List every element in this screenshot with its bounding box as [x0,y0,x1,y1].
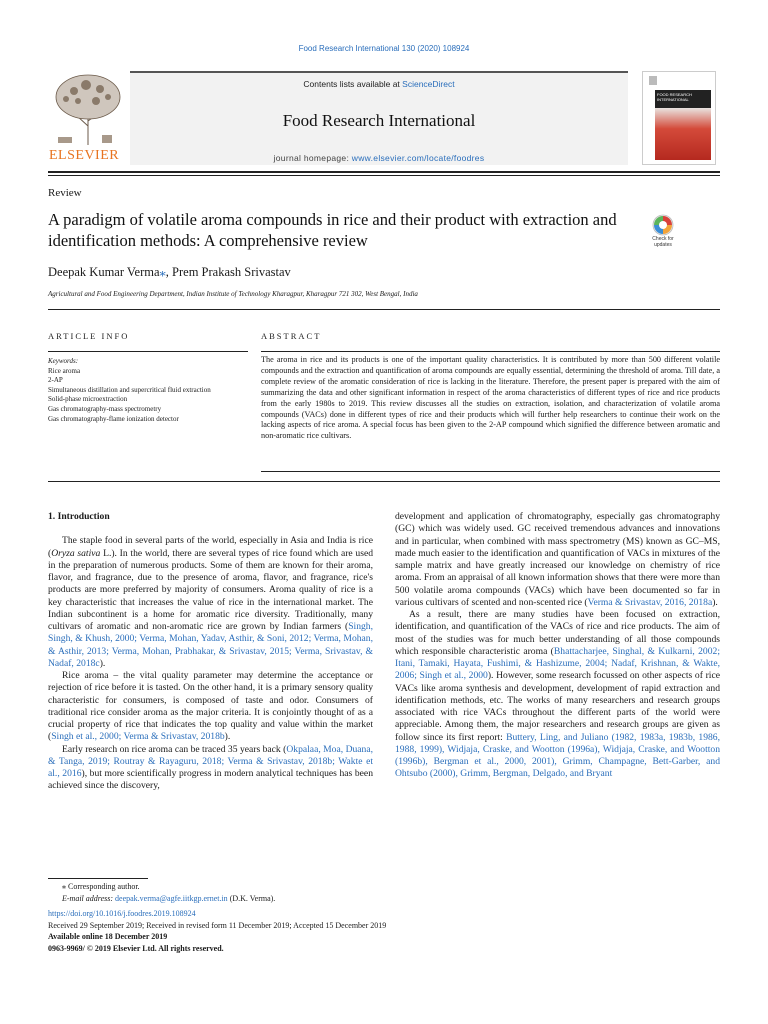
cover-mini-logo [649,76,709,86]
body-column-right [395,511,720,781]
journal-title: Food Research International [282,111,476,130]
paragraph-text: Rice aroma – the vital quality parameter may determine the acceptance or rejection of rice before it is tasted. On the other hand, it is a primary sensory quality characteristic for consumers, is composed of taste and odor. Consumers of traditional rice consider aroma as the major criteria. It is conjointly thought of as a crucial property of rice that indicates the top quality and value within the market ( [48,670,373,743]
footnote-text: Corresponding author. [66,882,140,891]
citation-link[interactable]: Bhattacharjee, Singhal, & Kulkarni, 2002; Itani, Tamaki, Hayata, Fushimi, & Hashizume, 2004; Nadaf, Krishnan, & Wakte, 2006; Singh et al., 2000 [395,645,720,682]
footnote-text: (D.K. Verma). [227,893,276,903]
footnote-divider [48,878,148,879]
masthead [48,71,720,171]
corresponding-author-mark[interactable]: ⁎ [159,265,166,279]
citation-link[interactable]: Singh, Singh, & Khush, 2000; Verma, Mohan, Yadav, Asthir, & Soni, 2012; Verma, Mohan, & Asthir, 2013; Verma, Mohan, Prabhakar, & Srivastav, 2015; Verma, Srivastav, & Nadaf, 2018c [48,621,373,669]
email-label: E-mail address: [62,893,116,903]
divider [48,351,248,352]
paragraph-text: The staple food in several parts of the world, especially in Asia and India is rice ( [48,535,373,559]
citation-link[interactable]: Buttery, Ling, and Juliano (1982, 1983a, 1983b, 1986, 1988, 1999), Widjaja, Craske, and Wootton (1996a), Widjaja, Craske, and Wootton (1996b), Bergman et al., 2000, 2001), Grimm, Champagne, Bett-Garber, and Ohtsubo (2000), Grimm, Bergman, Delgado, and Bryant [395,731,720,780]
elsevier-wordmark: ELSEVIER [49,148,120,163]
footnote-mark: ⁎ [62,882,66,891]
paragraph [395,609,720,781]
corresponding-author-note [48,881,720,893]
paragraph-text: development and application of chromatography, especially gas chromatography (GC) which was widely used. GC received tremendous advances and innovations and in particular, when combined with mass spectrometry (MS) known as GC–MS, made much easier to the identification and quantification of VACs in mixtures of the sample matrix and have greatly increased our knowledge on chemistry of rice aroma. From an appraisal of all known information shows that there were more than 500 volatile aroma compounds (VACs) which have been documented so far in various cultivars of scented and non-scented rice ( [395,511,720,608]
email-note [48,893,720,905]
paragraph-text: L.). In the world, there are several types of rice found which are used in the preparation of numerous products. Some of them are known for their aroma, flavor, and fragrance, due to the presence of aroma, flavor, and fragrance, rice's products are more preferred by majority of consumers. Aroma quality of rice is a key characteristic that increases the value of rice in the international market. The Indian subcontinent is a home for aromatic rice diversity. Traditionally, many cultivars of aromatic and non-aromatic rice are grown by Indian farmers ( [48,547,374,632]
crossmark-label: Check for updates [652,236,674,248]
paragraph [48,535,373,670]
crossmark-badge[interactable] [645,214,681,254]
elsevier-tree-logo [48,71,128,163]
section-heading-introduction: 1. Introduction [48,511,110,522]
citation-link[interactable]: Okpalaa, Moa, Duana, & Tanga, 2019; Routray & Rayaguru, 2018; Verma & Srivastav, 2018b; Wakte et al., 2016 [48,743,374,779]
available-online: Available online 18 December 2019 [48,932,168,942]
contents-prefix: Contents lists available at [303,79,403,89]
paragraph-text: Early research on rice aroma can be traced 35 years back ( [62,743,287,755]
sciencedirect-link[interactable]: ScienceDirect [402,79,455,89]
keywords-title: Keywords: [48,357,79,365]
paragraph-text: ). [712,596,718,608]
paragraph-text: ). However, some research focussed on other aspects of rice VACs like aroma synthesis and development, development of rapid extraction and identification methods, etc. The works of many researchers and research groups associated with rice VACs throughout the different parts of the world were appreciable. Among them, the major researchers and research groups are given as follow since its first report: [395,670,720,743]
author-list [48,264,291,280]
divider [261,351,720,352]
paragraph-text: ), but more scientifically progress in modern analytical techniques has been achieved since the discovery, [48,768,373,792]
species-name: Oryza sativa [51,547,101,559]
journal-reference[interactable]: Food Research International 130 (2020) 108924 [298,44,470,53]
author-separator: , [165,265,173,279]
author-name: Deepak Kumar Verma [48,265,160,279]
paragraph-text: ). [99,657,106,669]
contents-line [130,79,628,89]
keywords-block [48,357,248,424]
footnotes [48,881,720,955]
journal-banner [130,71,628,165]
divider [48,481,720,482]
copyright: 0963-9969/ © 2019 Elsevier Ltd. All rights reserved. [48,943,224,953]
divider [261,471,720,472]
received-dates: Received 29 September 2019; Received in revised form 11 December 2019; Accepted 15 December 2019 [48,920,387,930]
doi-link[interactable]: https://doi.org/10.1016/j.foodres.2019.108924 [48,909,196,919]
homepage-link[interactable]: www.elsevier.com/locate/foodres [351,153,485,163]
email-link[interactable]: deepak.verma@agfe.iitkgp.ernet.in [115,893,228,903]
cover-image [655,108,711,160]
paragraph [395,511,720,609]
keyword-item: Solid-phase microextraction [48,395,128,404]
divider [48,171,720,173]
body-column-left [48,511,373,793]
author-name: Prem Prakash Srivastav [172,265,291,279]
divider [48,309,720,310]
article-info-heading: ARTICLE INFO [48,331,130,341]
cover-title-band: FOOD RESEARCH INTERNATIONAL [655,90,711,108]
abstract-heading: ABSTRACT [261,331,322,341]
paragraph-text: As a result, there are many studies have been focused on extraction, identification, and quantification of the VACs of rice and rice products. The aim of most of the studies was for much better understanding of all those compounds which responsible characteristic aroma ( [395,609,720,657]
article-title: A paradigm of volatile aroma compounds in rice and their product with extraction and identification methods: A comprehensive review [48,210,617,250]
keyword-item: Gas chromatography-mass spectrometry [48,404,162,413]
article-type: Review [48,187,82,199]
keyword-item: Gas chromatography-flame ionization detector [48,414,179,423]
affiliation: Agricultural and Food Engineering Department, Indian Institute of Technology Kharagpur, Kharagpur 721 302, West Bengal, India [48,290,418,298]
keyword-item: Rice aroma [48,366,81,375]
citation-link[interactable]: Singh et al., 2000; Verma & Srivastav, 2018b [51,731,225,743]
paragraph [48,670,373,744]
journal-cover-thumbnail[interactable] [642,71,716,165]
abstract-text: The aroma in rice and its products is one of the important quality characteristics. It is contributed by more than 500 different volatile compounds and the extraction and quantification of aroma compounds are equally essential, determining the threshold of aroma. Till date, a complete review of the aromatic consideration of rice is lacking in the literature. Therefore, the present paper is prepared with the aim of summarizing the data and other significant information in respect of the aroma characteristics of different types of rice and rice products from the early 1980s to 2019. This review discusses all the studies on extraction, isolation, and characterization of volatile aroma compounds (VACs) done in different types of rice and their products which will further help researchers to continue their work on the lacking aspects of rice aroma. A special focus has been given to the 2-AP compound which signified the difference between aromatic and non-aromatic rice cultivars. [261,355,720,441]
homepage-prefix: journal homepage: [273,153,352,163]
crossmark-icon [645,214,681,236]
homepage-line [130,153,628,163]
citation-link[interactable]: Verma & Srivastav, 2016, 2018a [587,596,713,608]
divider [48,175,720,176]
paragraph [48,744,373,793]
keyword-item: Simultaneous distillation and supercritical fluid extraction [48,385,211,394]
keyword-item: 2-AP [48,376,63,385]
paragraph-text: ). [224,731,231,743]
